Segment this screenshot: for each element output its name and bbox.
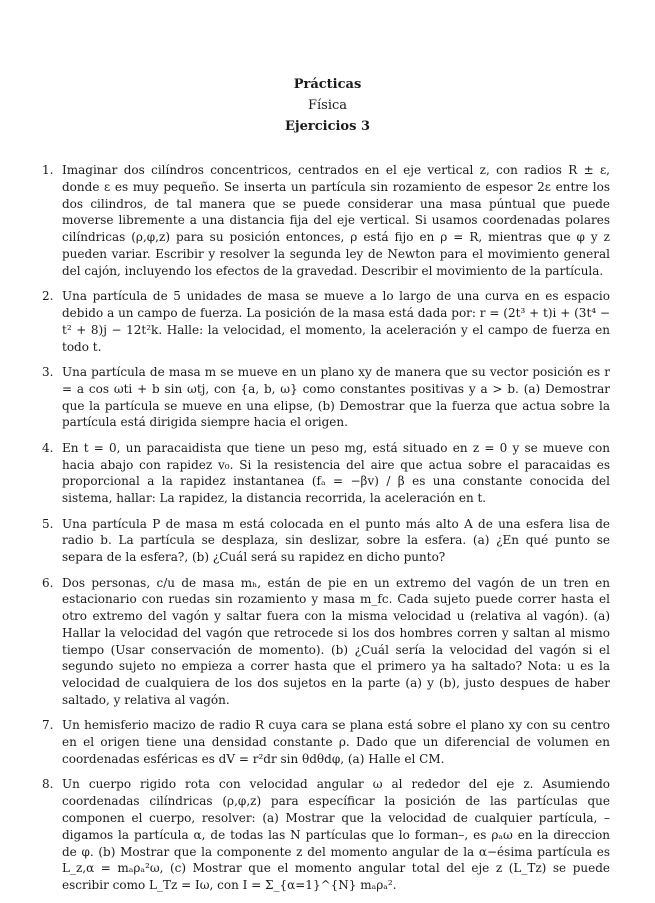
document-subtitle: Física: [307, 98, 348, 113]
exercise-number: 5.: [42, 516, 54, 531]
exercise-text: Un cuerpo rigido rota con velocidad angular ω al rededor del eje z. Asumiendo coordenadas cilíndricas (ρ,φ,z) para específicar la posición de las partículas que componen el cuerpo, resolver: (a) Mostrar que la velocidad de cualquier partícula, –digamos la partícula α, de todas las N partículas que lo forman–, es ρₐω en la direccion de φ. (b) Mostrar que la componente z del momento angular de la α−ésima partícula es L_z,α = mₐρₐ²ω, (c) Mostrar que el momento angular total del eje z (L_Tz) se puede escribir como L_Tz = Iω, con I = Σ_{α=1}^{N} mₐρₐ².: [62, 777, 610, 893]
exercise-text: Dos personas, c/u de masa mₕ, están de pie en un extremo del vagón de un tren en estacionario con ruedas sin rozamiento y masa m_fc. Cada sujeto puede correr hasta el otro extremo del vagón y saltar fuera con la misma velocidad u (relativa al vagón). (a) Hallar la velocidad del vagón que retrocede si los dos hombres corren y saltan al mismo tiempo (Usar conservación de momento). (b) ¿Cuál sería la velocidad del vagón si el segundo sujeto no empieza a correr hasta que el primero ya ha saltado? Nota: u es la velocidad de cualquiera de los dos sujetos en la parte (a) y (b), justo despues de haber saltado, y relativa al vagón.: [62, 575, 610, 708]
exercise-text: En t = 0, un paracaidista que tiene un peso mg, está situado en z = 0 y se mueve con hacia abajo con rapidez v₀. Si la resistencia del aire que actua sobre el paracaidas es proporcional a la rapidez instantanea (fₐ = −βv) / β es una constante conocida del sistema, hallar: La rapidez, la distancia recorrida, la aceleración en t.: [62, 440, 610, 506]
exercise-text: Imaginar dos cilíndros concentricos, centrados en el eje vertical z, con radios R ± ε, donde ε es muy pequeño. Se inserta un partícula sin rozamiento de espesor 2ε entre los dos cilindros, de tal manera que se puede considerar una masa púntual que puede moverse libremente a una distancia fija del eje vertical. Si usamos coordenadas polares cilíndricas (ρ,φ,z) para su posición entonces, ρ está fijo en ρ = R, mientras que φ y z pueden variar. Escribir y resolver la segunda ley de Newton para el movimiento general del cajón, incluyendo los efectos de la gravedad. Describir el movimiento de la partícula.: [62, 163, 610, 278]
exercise-text: Una partícula P de masa m está colocada en el punto más alto A de una esfera lisa de radio b. La partícula se desplaza, sin deslizar, sobre la esfera. (a) ¿En qué punto se separa de la esfera?, (b) ¿Cuál será su rapidez en dicho punto?: [62, 516, 610, 565]
exercise-item: [42, 717, 610, 767]
exercise-number: 3.: [42, 364, 54, 379]
exercise-text: Una partícula de 5 unidades de masa se mueve a lo largo de una curva en es espacio debido a un campo de fuerza. La posición de la masa está dada por: r = (2t³ + t)i + (3t⁴ − t² + 8)j − 12t²k. Halle: la velocidad, el momento, la aceleración y el campo de fuerza en todo t.: [62, 289, 610, 354]
exercise-number: 4.: [42, 440, 54, 455]
exercise-sheet-title: Ejercicios 3: [284, 119, 370, 134]
exercise-item: [42, 516, 610, 566]
exercise-number: 7.: [42, 718, 54, 733]
exercise-text: Un hemisferio macizo de radio R cuya cara se plana está sobre el plano xy con su centro en el origen tiene una densidad constante ρ. Dado que un diferencial de volumen en coordenadas esféricas es dV = r²dr sin θdθdφ, (a) Halle el CM.: [62, 718, 610, 767]
document-title: Prácticas: [293, 77, 362, 92]
exercise-number: 6.: [42, 575, 54, 590]
exercise-text: Una partícula de masa m se mueve en un plano xy de manera que su vector posición es r = a cos ωti + b sin ωtj, con {a, b, ω} como constantes positivas y a > b. (a) Demostrar que la partícula se mueve en una elipse, (b) Demostrar que la fuerza que actua sobre la partícula está dirigida siempre hacia el origen.: [62, 364, 610, 430]
exercise-item: [42, 162, 610, 280]
exercise-item: [42, 575, 610, 709]
exercise-number: 8.: [42, 777, 54, 792]
exercise-item: [42, 440, 610, 507]
exercise-number: 2.: [42, 289, 54, 304]
exercise-item: [42, 288, 610, 355]
exercise-item: [42, 776, 610, 894]
document-header: [0, 74, 655, 137]
exercise-list: [42, 162, 610, 903]
exercise-item: [42, 364, 610, 431]
exercise-number: 1.: [42, 163, 54, 177]
